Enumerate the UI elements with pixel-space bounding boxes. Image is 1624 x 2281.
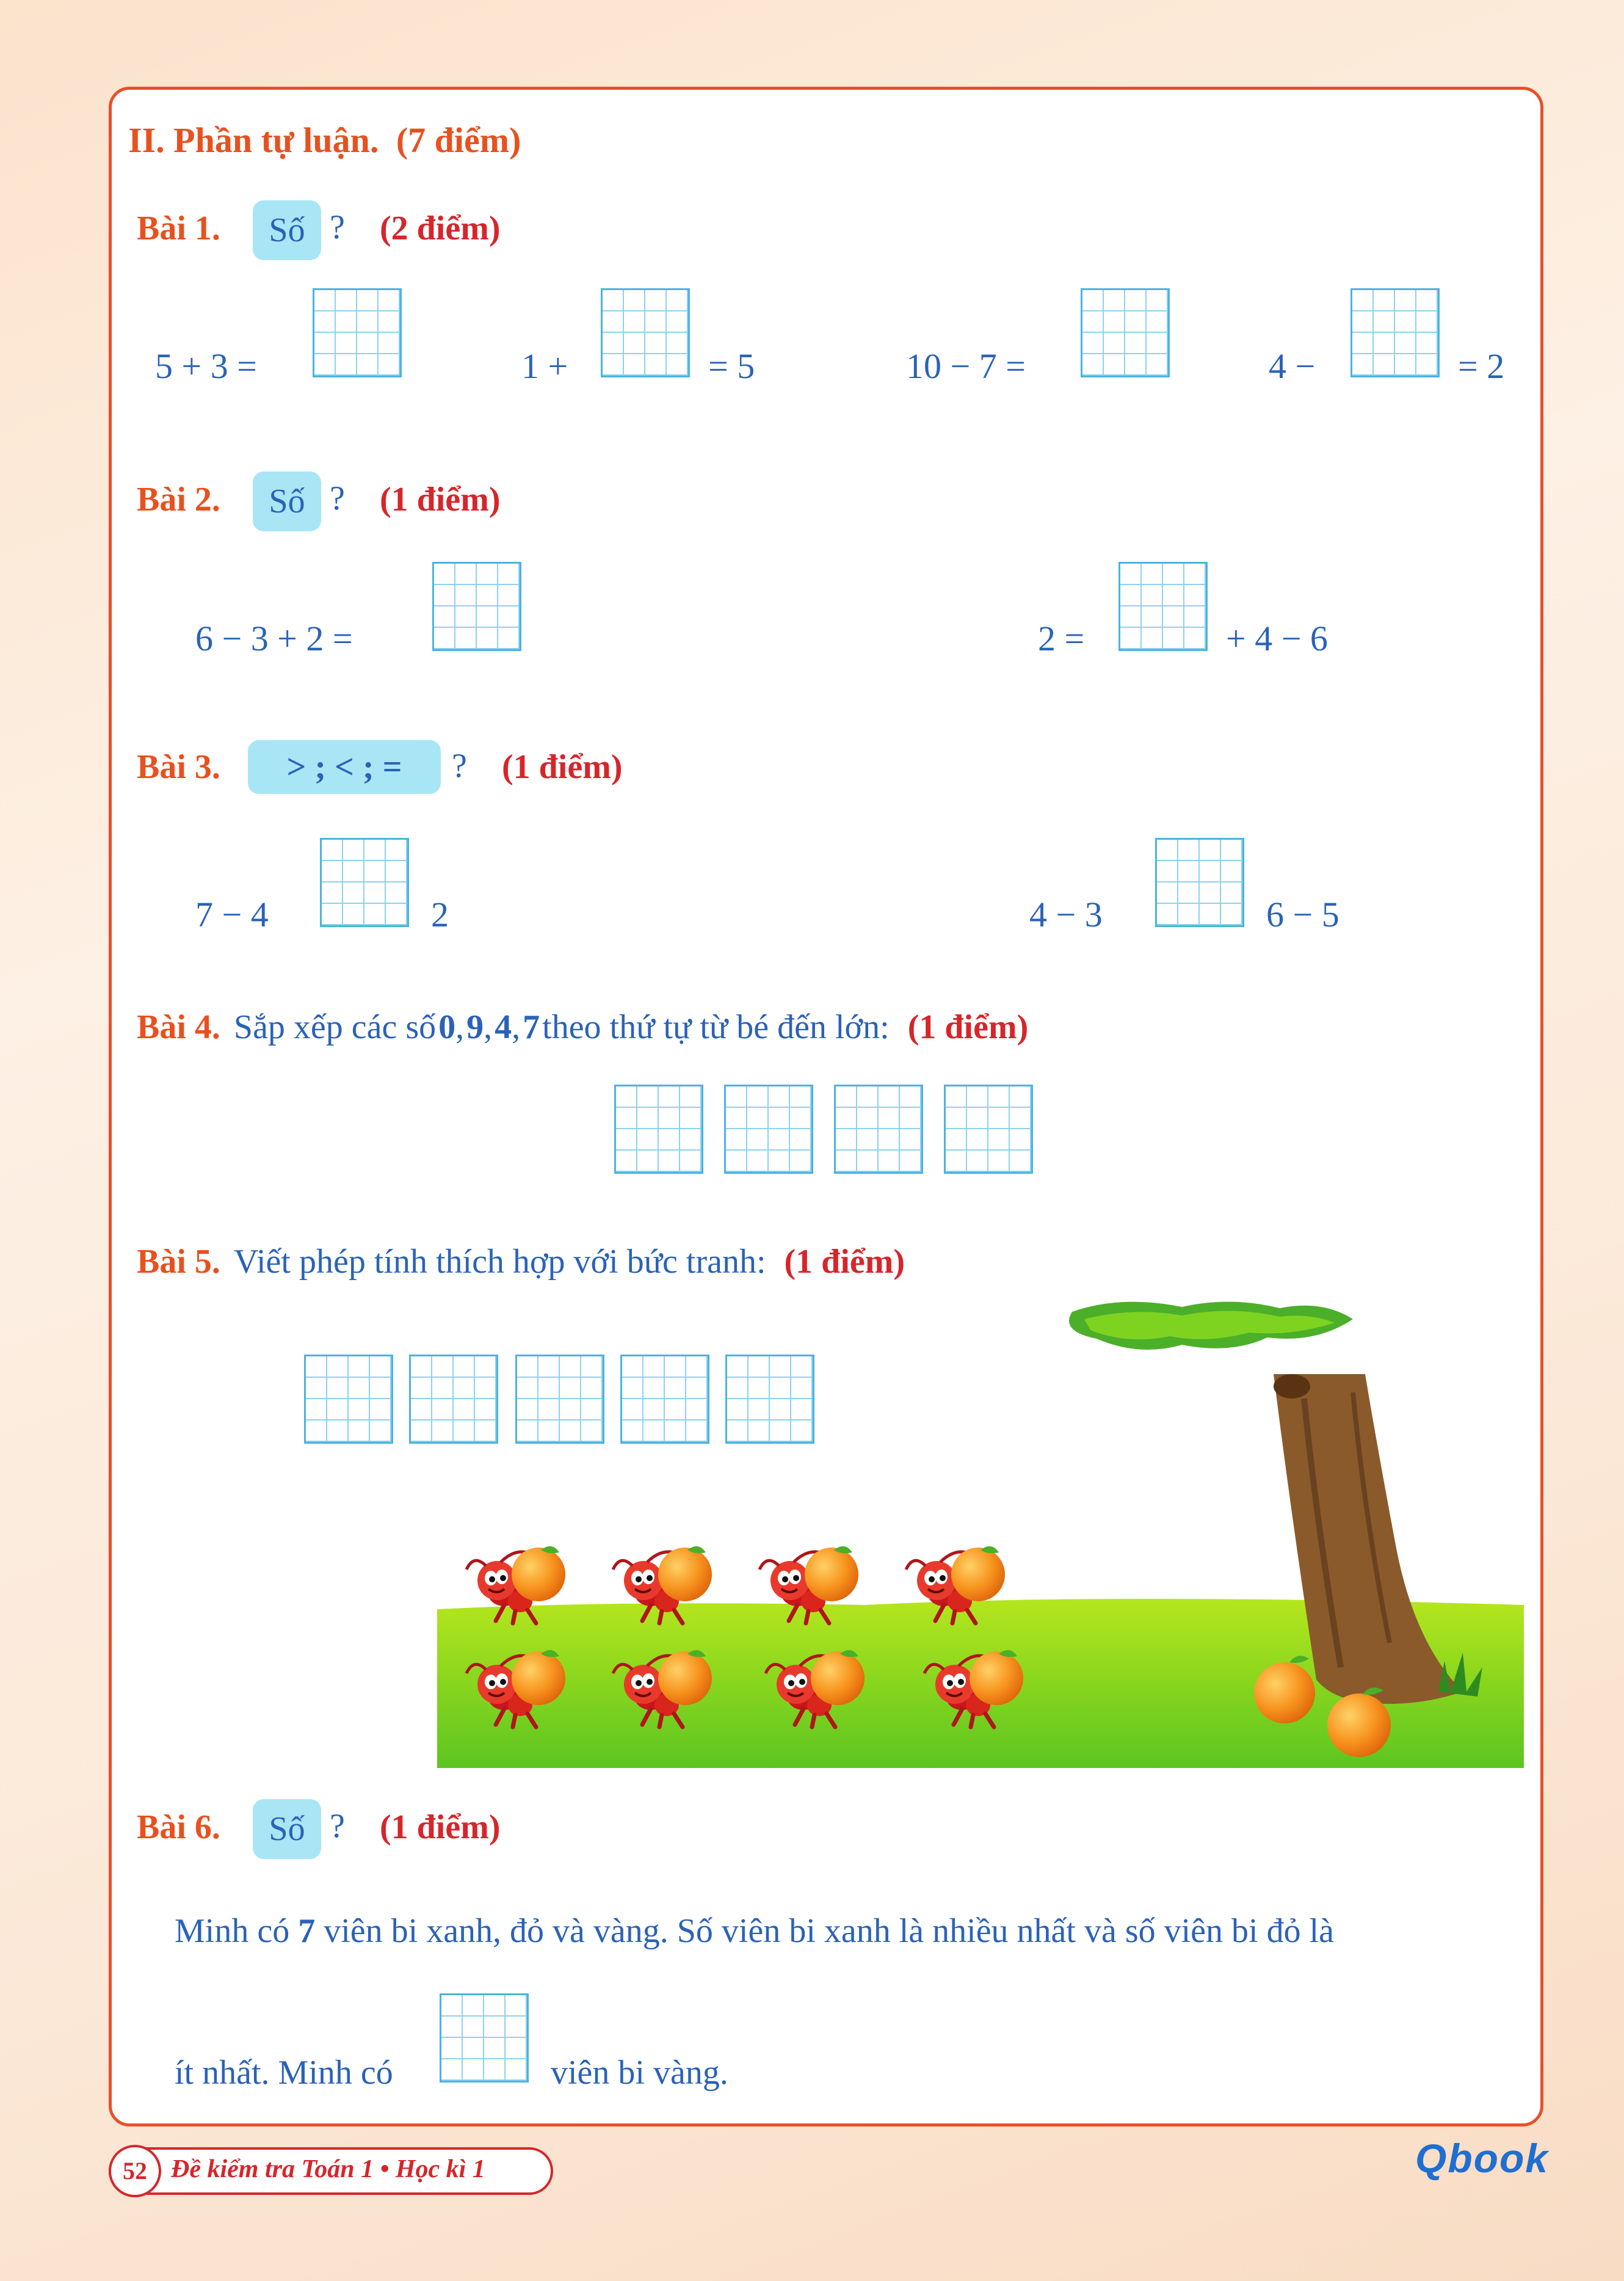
bai3-badge: > ; < ; = (248, 740, 441, 794)
answer-box[interactable] (724, 1085, 813, 1174)
bai3-expr-2a: 4 − 3 (1029, 895, 1103, 934)
bai2-expr-1: 6 − 3 + 2 = (195, 619, 353, 658)
answer-box[interactable] (432, 562, 521, 651)
bai4-text-a: Sắp xếp các số (233, 1008, 437, 1046)
answer-box[interactable] (313, 288, 402, 377)
bai4-num-4: 7 (523, 1008, 540, 1046)
bai3-expr-1b: 2 (431, 895, 449, 934)
answer-box[interactable] (601, 288, 690, 377)
bai2-expr-2b: + 4 − 6 (1226, 619, 1328, 658)
bai6-line1-b: viên bi xanh, đỏ và vàng. Số viên bi xanh là nhiều nhất và số viên bi đỏ là (324, 1912, 1335, 1950)
answer-box[interactable] (1350, 288, 1440, 377)
qbook-logo (1415, 2135, 1549, 2181)
bai1-badge: Số (253, 200, 321, 260)
answer-box[interactable] (944, 1085, 1033, 1174)
bai6-line2-a: ít nhất. Minh có (175, 2054, 393, 2092)
content-frame (109, 87, 1543, 2126)
bai6-line1-a: Minh có (175, 1912, 290, 1950)
bai4-points: (1 điểm) (907, 1008, 1029, 1046)
bai1-expr-4b: = 2 (1458, 346, 1505, 386)
answer-box[interactable] (834, 1085, 923, 1174)
bai3-expr-1a: 7 − 4 (195, 895, 269, 934)
bai3-label: Bài 3. (137, 748, 220, 786)
bai5-label: Bài 5. (137, 1243, 220, 1281)
section-points: (7 điểm) (396, 120, 521, 160)
answer-box[interactable] (1118, 562, 1208, 651)
bai1-expr-1: 5 + 3 = (155, 346, 257, 386)
bai1-expr-2a: 1 + (521, 346, 568, 386)
bai6-line1-num: 7 (298, 1912, 316, 1950)
ants-oranges-illustration (437, 1301, 1524, 1768)
bai1-expr-3: 10 − 7 = (906, 346, 1026, 386)
bai6-line2-b: viên bi vàng. (551, 2054, 728, 2092)
bai5-line (137, 1242, 905, 1281)
bai2-label: Bài 2. (137, 481, 220, 518)
bai1-expr-2b: = 5 (708, 346, 755, 386)
section-title-text: II. Phần tự luận. (128, 120, 379, 160)
bai6-label: Bài 6. (137, 1808, 220, 1846)
answer-box[interactable] (304, 1355, 393, 1444)
bai4-label: Bài 4. (137, 1008, 220, 1046)
bai5-text: Viết phép tính thích hợp với bức tranh: (233, 1243, 766, 1281)
bai6-badge: Số (253, 1799, 321, 1859)
answer-box[interactable] (320, 838, 409, 927)
bai4-text-b: theo thứ tự từ bé đến lớn: (542, 1008, 890, 1046)
footer-book-title: Đề kiểm tra Toán 1 • Học kì 1 (171, 2155, 485, 2183)
bai1-points: (2 điểm) (380, 209, 501, 247)
bai6-question-mark: ? (330, 1807, 345, 1845)
bai1-expr-4a: 4 − (1269, 346, 1316, 386)
bai3-points: (1 điểm) (502, 748, 623, 786)
bai2-badge: Số (253, 471, 321, 531)
bai3-question-mark: ? (452, 747, 467, 785)
answer-box[interactable] (1155, 838, 1244, 927)
bai4-num-1: 0 (438, 1008, 456, 1046)
bai2-expr-2a: 2 = (1038, 619, 1085, 658)
answer-box[interactable] (1081, 288, 1170, 377)
bai4-num-2: 9 (466, 1008, 484, 1046)
answer-box[interactable] (440, 1993, 529, 2083)
bai2-points: (1 điểm) (380, 481, 501, 518)
bai6-line-1 (175, 1912, 1334, 1951)
bai4-num-3: 4 (495, 1008, 512, 1046)
section-title (128, 120, 521, 161)
bai2-question-mark: ? (330, 479, 345, 517)
bai1-label: Bài 1. (137, 209, 220, 247)
bai5-points: (1 điểm) (784, 1243, 905, 1281)
page-number: 52 (109, 2145, 161, 2197)
bai4-line: Bài 4. Sắp xếp các số 0, 9, 4, 7 theo thứ tự từ bé đến lớn: (1 điểm) (137, 1008, 1029, 1046)
bai1-question-mark: ? (330, 208, 345, 246)
qbook-logo-text: Qbook (1415, 2136, 1549, 2181)
bai3-expr-2b: 6 − 5 (1266, 895, 1339, 934)
bai6-points: (1 điểm) (380, 1808, 501, 1846)
answer-box[interactable] (614, 1085, 703, 1174)
